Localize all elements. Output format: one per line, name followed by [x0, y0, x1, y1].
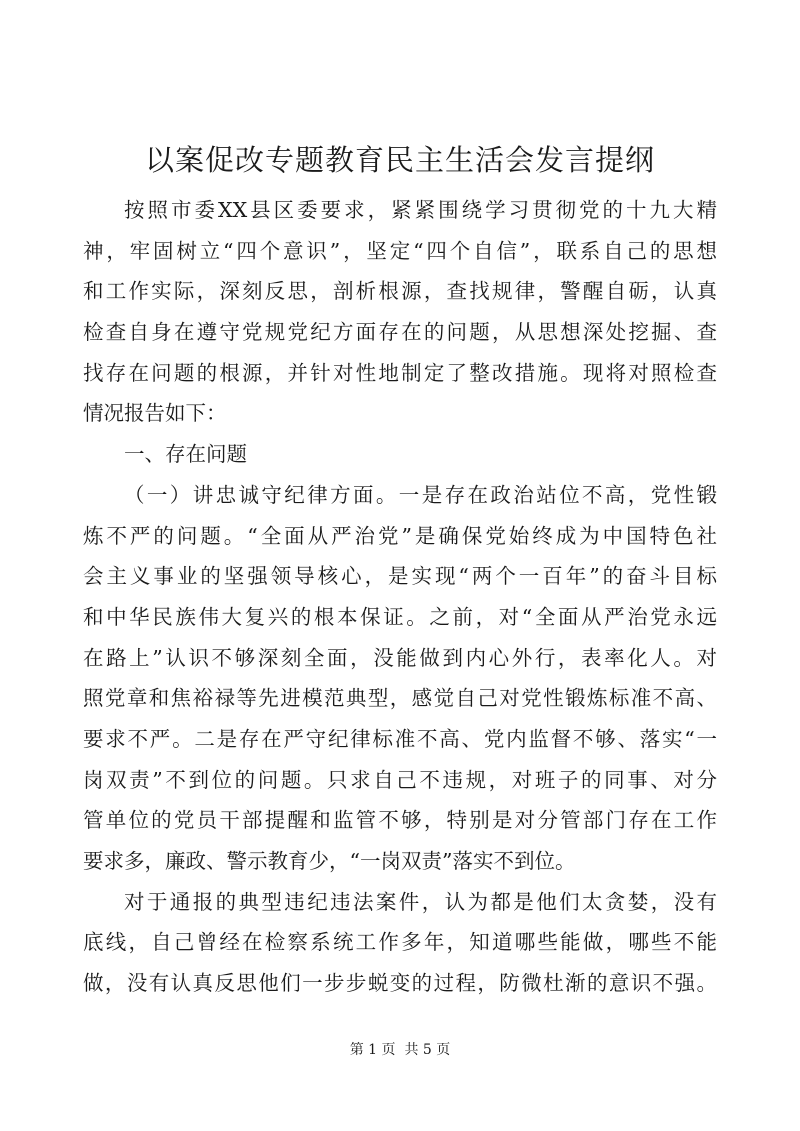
page-footer: 第 1 页 共 5 页 [349, 1042, 451, 1058]
paragraph-line: 在路上”认识不够深刻全面，没能做到内心外行，表率化人。对 [83, 645, 717, 670]
paragraph-line: 对于通报的典型违纪违法案件，认为都是他们太贪婪，没有 [124, 889, 717, 914]
paragraph-line: 要求不严。二是存在严守纪律标准不高、党内监督不够、落实“一 [83, 726, 717, 751]
document-title: 以案促改专题教育民主生活会发言提纲 [144, 143, 655, 177]
paragraph-line: 做，没有认真反思他们一步步蜕变的过程，防微杜渐的意识不强。 [83, 971, 717, 996]
paragraph-line: 会主义事业的坚强领导核心，是实现“两个一百年”的奋斗目标 [83, 564, 717, 589]
paragraph-line: 底线，自己曾经在检察系统工作多年，知道哪些能做，哪些不能 [83, 930, 717, 955]
paragraph-line: 神，牢固树立“四个意识”，坚定“四个自信”，联系自己的思想 [83, 238, 717, 263]
paragraph-line: （一）讲忠诚守纪律方面。一是存在政治站位不高，党性锻 [124, 482, 717, 507]
paragraph-line: 找存在问题的根源，并针对性地制定了整改措施。现将对照检查 [83, 360, 717, 385]
section-heading: 一、存在问题 [124, 442, 247, 467]
paragraph-line: 炼不严的问题。“全面从严治党”是确保党始终成为中国特色社 [83, 523, 717, 548]
paragraph-line: 和中华民族伟大复兴的根本保证。之前，对“全面从严治党永远 [83, 604, 717, 629]
paragraph-line: 管单位的党员干部提醒和监管不够，特别是对分管部门存在工作 [83, 808, 717, 833]
paragraph-line: 检查自身在遵守党规党纪方面存在的问题，从思想深处挖掘、查 [83, 320, 717, 345]
paragraph-line: 情况报告如下： [83, 401, 227, 426]
paragraph-line: 和工作实际，深刻反思，剖析根源，查找规律，警醒自砺，认真 [83, 279, 717, 304]
paragraph-line: 岗双责”不到位的问题。只求自己不违规，对班子的同事、对分 [83, 767, 717, 792]
paragraph-line: 照党章和焦裕禄等先进模范典型，感觉自己对党性锻炼标准不高、 [83, 686, 717, 711]
paragraph-line: 按照市委XX县区委要求，紧紧围绕学习贯彻党的十九大精 [124, 198, 717, 222]
paragraph-line: 要求多，廉政、警示教育少，“一岗双责”落实不到位。 [83, 849, 576, 873]
document-body [83, 190, 717, 1004]
